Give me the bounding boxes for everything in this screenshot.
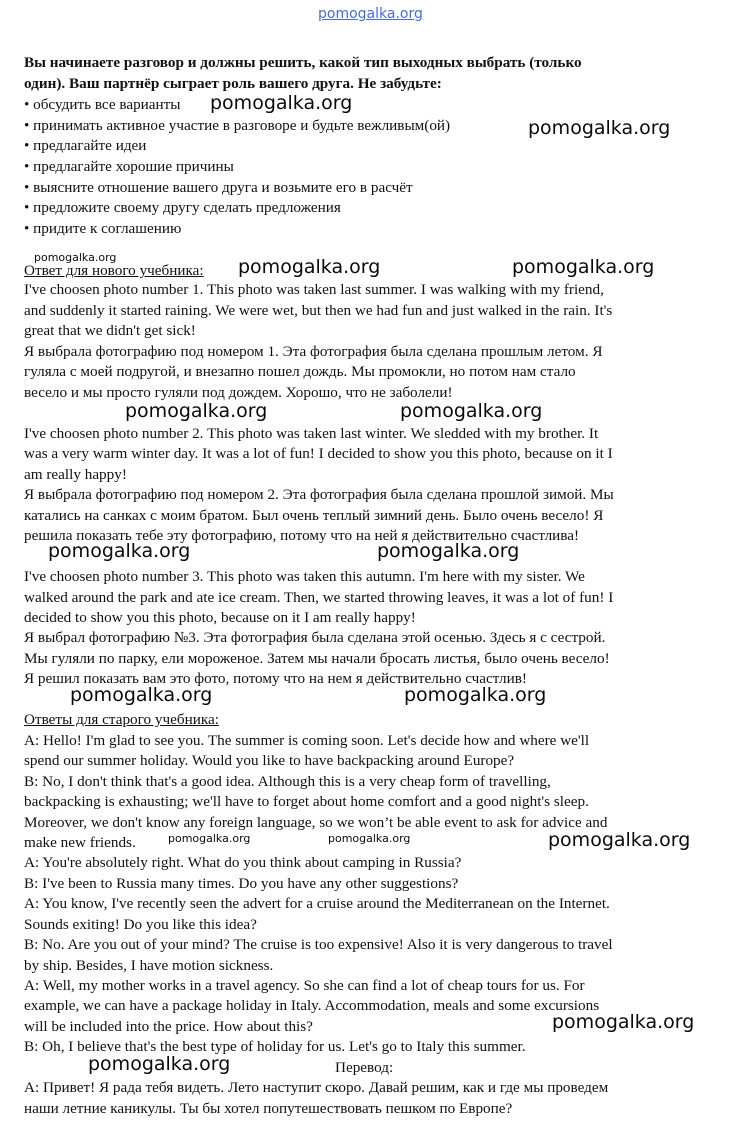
task-bullet: • предлагайте идеи	[24, 137, 147, 154]
dialogue-line: spend our summer holiday. Would you like to have backpacking around Europe?	[24, 752, 515, 769]
site-watermark: pomogalka.org	[400, 400, 543, 422]
site-watermark: pomogalka.org	[548, 829, 691, 851]
dialogue-line: make new friends.	[24, 834, 136, 851]
site-watermark: pomogalka.org	[377, 540, 520, 562]
site-watermark-small: pomogalka.org	[34, 251, 117, 264]
answer-line: I've choosen photo number 2. This photo was taken last winter. We sledded with my brother. It	[24, 425, 599, 442]
task-bullet: • предложите своему другу сделать предложения	[24, 199, 341, 216]
new-textbook-heading: Ответ для нового учебника:	[24, 262, 204, 279]
site-watermark: pomogalka.org	[512, 256, 655, 278]
answer-line: Я выбрала фотографию под номером 1. Эта фотография была сделана прошлым летом. Я	[24, 343, 603, 360]
dialogue-line: Sounds exiting! Do you like this idea?	[24, 916, 257, 933]
translation-label: Перевод:	[335, 1059, 394, 1076]
answer-line: great that we didn't get sick!	[24, 322, 196, 339]
site-watermark: pomogalka.org	[70, 684, 213, 706]
task-intro-line: Вы начинаете разговор и должны решить, какой тип выходных выбрать (только	[24, 54, 582, 71]
translation-line: наши летние каникулы. Ты бы хотел попутешествовать пешком по Европе?	[24, 1100, 513, 1117]
dialogue-line: A: Well, my mother works in a travel agency. So she can find a lot of cheap tours for us. For	[24, 977, 585, 994]
answer-line: decided to show you this photo, because on it I am really happy!	[24, 609, 416, 626]
task-bullet: • обсудить все варианты	[24, 96, 181, 113]
site-watermark: pomogalka.org	[238, 256, 381, 278]
dialogue-line: backpacking is exhausting; we'll have to forget about home comfort and a good night's sleep.	[24, 793, 589, 810]
answer-line: I've choosen photo number 1. This photo was taken last summer. I was walking with my friend,	[24, 281, 604, 298]
site-watermark-small: pomogalka.org	[328, 832, 411, 845]
dialogue-line: Moreover, we don't know any foreign language, so we won’t be able event to ask for advice and	[24, 814, 608, 831]
answer-line: Я выбрал фотографию №3. Эта фотография была сделана этой осенью. Здесь я с сестрой.	[24, 629, 606, 646]
answer-line: and suddenly it started raining. We were wet, but then we had fun and just walked in the rain. It's	[24, 302, 613, 319]
dialogue-line: A: You're absolutely right. What do you think about camping in Russia?	[24, 854, 462, 871]
site-watermark-header[interactable]: pomogalka.org	[318, 6, 423, 22]
answer-line: катались на санках с моим братом. Был очень теплый зимний день. Было очень весело! Я	[24, 507, 604, 524]
task-bullet: • выясните отношение вашего друга и возьмите его в расчёт	[24, 179, 413, 196]
answer-line: am really happy!	[24, 466, 127, 483]
answer-line: решила показать тебе эту фотографию, потому что на ней я действительно счастлива!	[24, 527, 580, 544]
old-textbook-heading: Ответы для старого учебника:	[24, 711, 219, 728]
site-watermark: pomogalka.org	[210, 92, 353, 114]
dialogue-line: A: You know, I've recently seen the advert for a cruise around the Mediterranean on the Internet.	[24, 895, 610, 912]
dialogue-line: A: Hello! I'm glad to see you. The summer is coming soon. Let's decide how and where we'll	[24, 732, 590, 749]
dialogue-line: B: No, I don't think that's a good idea. Although this is a very cheap form of travelling,	[24, 773, 551, 790]
answer-line: весело и мы просто гуляли под дождем. Хорошо, что не заболели!	[24, 384, 453, 401]
task-intro-line: один). Ваш партнёр сыграет роль вашего друга. Не забудьте:	[24, 75, 442, 92]
site-watermark: pomogalka.org	[125, 400, 268, 422]
answer-line: Мы гуляли по парку, ели мороженое. Затем мы начали бросать листья, было очень весело!	[24, 650, 610, 667]
dialogue-line: B: I've been to Russia many times. Do you have any other suggestions?	[24, 875, 459, 892]
dialogue-line: B: Oh, I believe that's the best type of holiday for us. Let's go to Italy this summer.	[24, 1038, 526, 1055]
answer-line: I've choosen photo number 3. This photo was taken this autumn. I'm here with my sister. We	[24, 568, 585, 585]
task-bullet: • придите к соглашению	[24, 220, 182, 237]
answer-line: walked around the park and ate ice cream. Then, we started throwing leaves, it was a lot of fun! I	[24, 589, 614, 606]
dialogue-line: example, we can have a package holiday in Italy. Accommodation, meals and some excursions	[24, 997, 600, 1014]
dialogue-line: by ship. Besides, I have motion sickness.	[24, 957, 274, 974]
dialogue-line: will be included into the price. How about this?	[24, 1018, 313, 1035]
dialogue-line: B: No. Are you out of your mind? The cruise is too expensive! Also it is very dangerous to travel	[24, 936, 613, 953]
answer-line: was a very warm winter day. It was a lot of fun! I decided to show you this photo, because on it I	[24, 445, 613, 462]
task-bullet: • предлагайте хорошие причины	[24, 158, 234, 175]
answer-line: гуляла с моей подругой, и внезапно пошел дождь. Мы промокли, но потом нам стало	[24, 363, 576, 380]
answer-line: Я выбрала фотографию под номером 2. Эта фотография была сделана прошлой зимой. Мы	[24, 486, 614, 503]
task-bullet: • принимать активное участие в разговоре и будьте вежливым(ой)	[24, 117, 451, 134]
site-watermark: pomogalka.org	[88, 1053, 231, 1075]
translation-line: A: Привет! Я рада тебя видеть. Лето наступит скоро. Давай решим, как и где мы проведем	[24, 1079, 609, 1096]
site-watermark: pomogalka.org	[404, 684, 547, 706]
answer-line: Я решил показать вам это фото, потому что на нем я действительно счастлив!	[24, 670, 527, 687]
site-watermark: pomogalka.org	[528, 117, 671, 139]
site-watermark-small: pomogalka.org	[168, 832, 251, 845]
site-watermark: pomogalka.org	[48, 540, 191, 562]
site-watermark: pomogalka.org	[552, 1011, 695, 1033]
